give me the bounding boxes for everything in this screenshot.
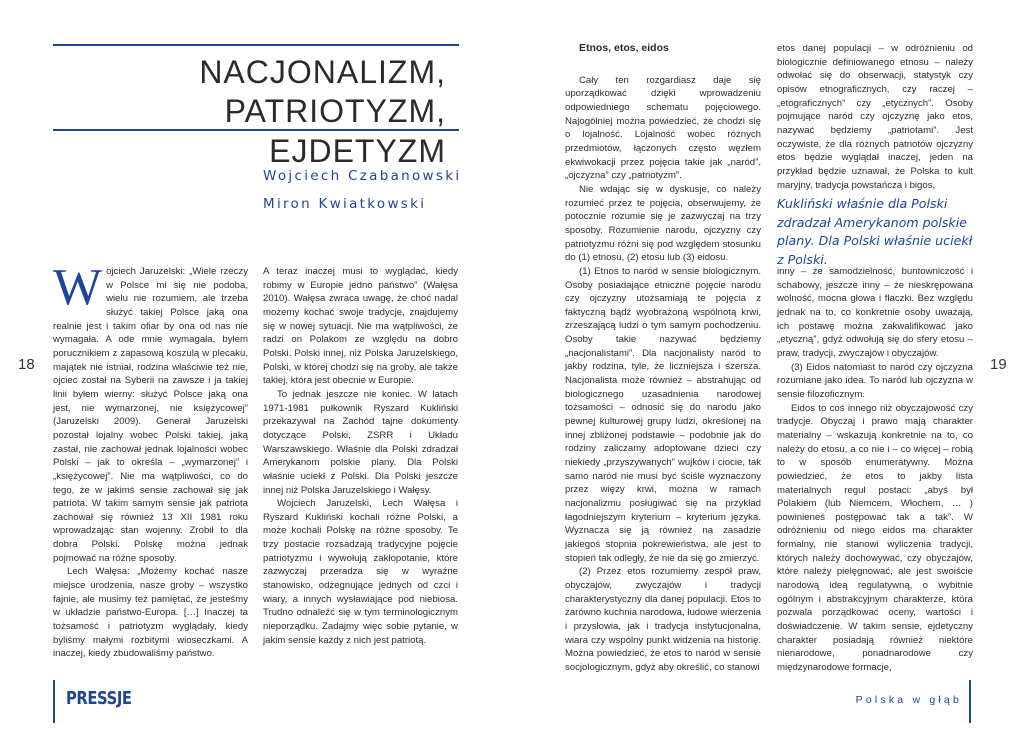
section-heading: Etnos, etos, eidos <box>579 42 669 54</box>
author-name: Wojciech Czabanowski <box>263 168 462 184</box>
paragraph: Cały ten rozgardiasz daje się uporządkować dzięki wprowadzeniu odpowiedniego schematu pojęciowego. Najogólniej można powiedzieć, że chodzi się o lojalność. Lojalność wobec różnych przedmiotów, łączonych często węzłem ekwiwokacji przez pojęcia takie jak „naród”, „ojczyzna” czy „patriotyzm”. <box>565 74 761 182</box>
paragraph: A teraz inaczej musi to wyglądać, kiedy robimy w Europie jedno państwo” (Wałęsa 2010). Wałęsa zwraca uwagę, że choć nadal możemy kochać swoje tradycje, znajdujemy się w nowej sytuacji. Nie ma wątpliwości, że radzi on Polakom ze względu na dobro Polski. Polski innej, niż Polska Jaruzelskiego, Polski, w której chodzi się na groby, ale także takiej, która jest obecnie w Europie. <box>263 266 458 387</box>
title-top-rule <box>53 44 459 46</box>
paragraph: etos danej populacji – w odróżnieniu od biologicznie definiowanego etnosu – należy odwołać się do obserwacji, statystyk czy opisów etnograficznych, czy raczej – „etograficznych” czy „etycznych”. Osoby pojmujące naród czy ojczyznę jako etos, nazywać będziemy „patriotami”. Jest oczywiste, że dla różnych patriotów ojczyzny etos będzie wyglądał inaczej, jeden na przykład będzie uznawał, że Polska to kult maryjny, tradycja powstańcza i bigos, <box>777 43 973 191</box>
paragraph: Eidos to coś innego niż obyczajowość czy tradycje. Obyczaj i prawo mają charakter materialny – wskazują konkretnie na to, co należy do etosu, a co nie i – co więcej – robią to w sposób enumeratywny. Można powiedzieć, że etos to jakby lista materialnych reguł postaci: „abyś był Polakiem (lub Niemcem, Włochem, … ) powinieneś postępować tak a tak”. W odróżnieniu od niego eidos ma charakter formalny, nie stanowi wyliczenia tradycji, których należy dochowywać, czy obyczajów, które należy pielęgnować, ale jest swoiście narodową ideą regulatywną, o wybitnie ogólnym i abstrakcyjnym charakterze, która pozwala porządkować oceny, wartości i doświadczenie. W takim sensie, ejdetyczny charakter posiadają również niektóre nienarodowe, ponadnarodowe czy międzynarodowe formacje, <box>777 402 973 674</box>
article-title-line2: PATRIOTYZM, EJDETYZM <box>224 93 446 169</box>
paragraph: inny – że samodzielność, buntowniczość i schabowy, jeszcze inny – że nieskrępowana wolność, mocna głowa i flaczki. Bez względu jednak na to, co konkretnie osoby uważają, ich postawę można zakwalifikować jako „etyczną”, gdyż odwołują się do sfery etosu – praw, tradycji, zwyczajów i obyczajów. <box>777 266 973 359</box>
drop-cap: W <box>53 259 103 316</box>
paragraph: Wojciech Jaruzelski: „Wiele rzeczy w Polsce mi się nie podoba, wielu nie rozumiem, ale trzeba służyć takiej Polsce jaką ona realnie jest i takim ofiar by ona od nas nie wymagała. A ode mnie wymagała, byłem porucznikiem z zapasową koszulą w plecaku, majątek nie istniał, rodzina właściwie też nie, ojciec został na Syberii na zawsze i ja takiej linii byłem wierny: służyć Polsce jaką ona jest, nie wymarzonej, nie księżycowej” (Jaruzelski 2009). Generał Jaruzelski pozostał lojalny wobec Polski takiej, jaką zastał, nie zachował jednak lojalności wobec Polski – jak to określa – „wymarzonej” i „księżycowej”. Nie ma wątpliwości, co do tego, że w jakimś sensie zachował się jak patriota. W takim samym sensie jak patriota zachował się również 13 XII 1981 roku wprowadzając stan wojenny. Zrobił to dla dobra Polski. Polskę można jednak pojmować na różne sposoby. <box>53 259 248 564</box>
paragraph: Nie wdając się w dyskusje, co należy rozumieć przez te pojęcia, obserwujemy, że potocznie rozumie się je zazwyczaj na trzy sposoby. Rozumienie narodu, ojczyzny czy patriotyzmu różni się pod względem stosunku do (1) etnosu, (2) etosu lub (3) eidosu. <box>565 183 761 264</box>
title-bottom-rule <box>53 129 459 131</box>
section-label: Polska w głąb <box>855 694 962 706</box>
text-column-4-bottom <box>777 265 973 675</box>
paragraph: Wojciech Jaruzelski, Lech Wałęsa i Ryszard Kukliński kochali różne Polski, a może kochali Polskę na różne sposoby. Te trzy postacie rozsadzają tradycyjne pojęcie patriotyzmu i wywołują zakłopotanie, które zazwyczaj przeradza się w wyraźne stanowisko, odżegnujące jednych od czci i wiary, a innych wysławiające pod niebiosa. Trudno odnaleźć się w tym terminologicznym nieporządku. Zadajmy więc sobie pytanie, w jakim sensie każdy z nich jest patriotą. <box>263 498 458 646</box>
pull-quote: Kukliński właśnie dla Polski zdradzał Amerykanom polskie plany. Dla Polski właśnie uciekł z Polski. <box>777 196 973 267</box>
text-column-4-top <box>777 42 973 192</box>
page-number-left: 18 <box>18 356 35 373</box>
page-number-right: 19 <box>990 356 1007 373</box>
paragraph: (3) Eidos natomiast to naród czy ojczyzna rozumiane jako idea. To naród lub ojczyzna w sensie filozoficznym. <box>777 361 973 400</box>
text-column-1 <box>53 259 248 661</box>
article-title-line1: NACJONALIZM, <box>199 54 446 90</box>
text-column-3 <box>565 42 761 675</box>
text-column-2 <box>263 265 458 647</box>
paragraph: Lech Wałęsa: „Możemy kochać nasze miejsce urodzenia, nasze groby – wszystko fajnie, ale musimy też pamiętać, że jesteśmy w układzie państwo-Europa. […] Inaczej ta tożsamość i patriotyzm wyglądały, kiedy byliśmy małymi rozbitymi wioseczkami. A inaczej, kiedy zbudowaliśmy państwo. <box>53 566 248 660</box>
author-name: Miron Kwiatkowski <box>263 196 427 212</box>
footer-left-bar <box>53 680 55 723</box>
paragraph: (1) Etnos to naród w sensie biologicznym. Osoby posiadające etniczne pojęcie narodu czy ojczyzny utożsamiają te pojęcia z faktyczną bądź wyobrażoną wspólnotą krwi, zrzeszającą ludzi o tym samym pochodzeniu. Osoby takie nazywać będziemy „nacjonalistami”. Dla nacjonalisty naród to jakby rodzina, tyle, że liczniejsza i szersza. Nacjonalista może również – abstrahując od biologicznego uzasadnienia narodowej tożsamości – odnosić się do narodu jako pewnej kulturowej grupy ludzi, określonej na innej zbliżonej podstawie – podobnie jak do rodziny zaliczamy adoptowane dzieci czy niekiedy „przyszywanych” wujków i ciocie, tak samo naród nie musi być ściśle wyznaczony przez więzy krwi, można w ramach nacjonalizmu posługiwać się na przykład łagodniejszym kryterium – kryterium języka. Wyznacza się ją również na zasadzie jakiegoś stopnia pokrewieństwa, ale jest to stopień tak odległy, że nie da się go zmierzyć. <box>565 265 761 564</box>
paragraph: (2) Przez etos rozumiemy zespół praw, obyczajów, zwyczajów i tradycji charakterystyczny dla danej populacji. Etos to zarówno kuchnia narodowa, ludowe wierzenia i przysłowia, jak i tradycja instytucjonalna, wiara czy wspólny punkt widzenia na historię. Można powiedzieć, że etos to naród w sensie socjologicznym, gdyż aby określić, co stanowi <box>565 566 761 673</box>
pressje-logo: PRESSJE <box>66 688 132 709</box>
paragraph: To jednak jeszcze nie koniec. W latach 1971-1981 pułkownik Ryszard Kukliński przekazywał na Zachód tajne dokumenty dotyczące Polski, ZSRR i Układu Warszawskiego. Właśnie dla Polski zdradzał Amerykanom polskie plany. Dla Polski właśnie uciekł z Polski. Dla Polski jeszcze innej niż Polska Jaruzelskiego i Wałęsy. <box>263 388 458 496</box>
footer-right-bar <box>969 680 971 723</box>
